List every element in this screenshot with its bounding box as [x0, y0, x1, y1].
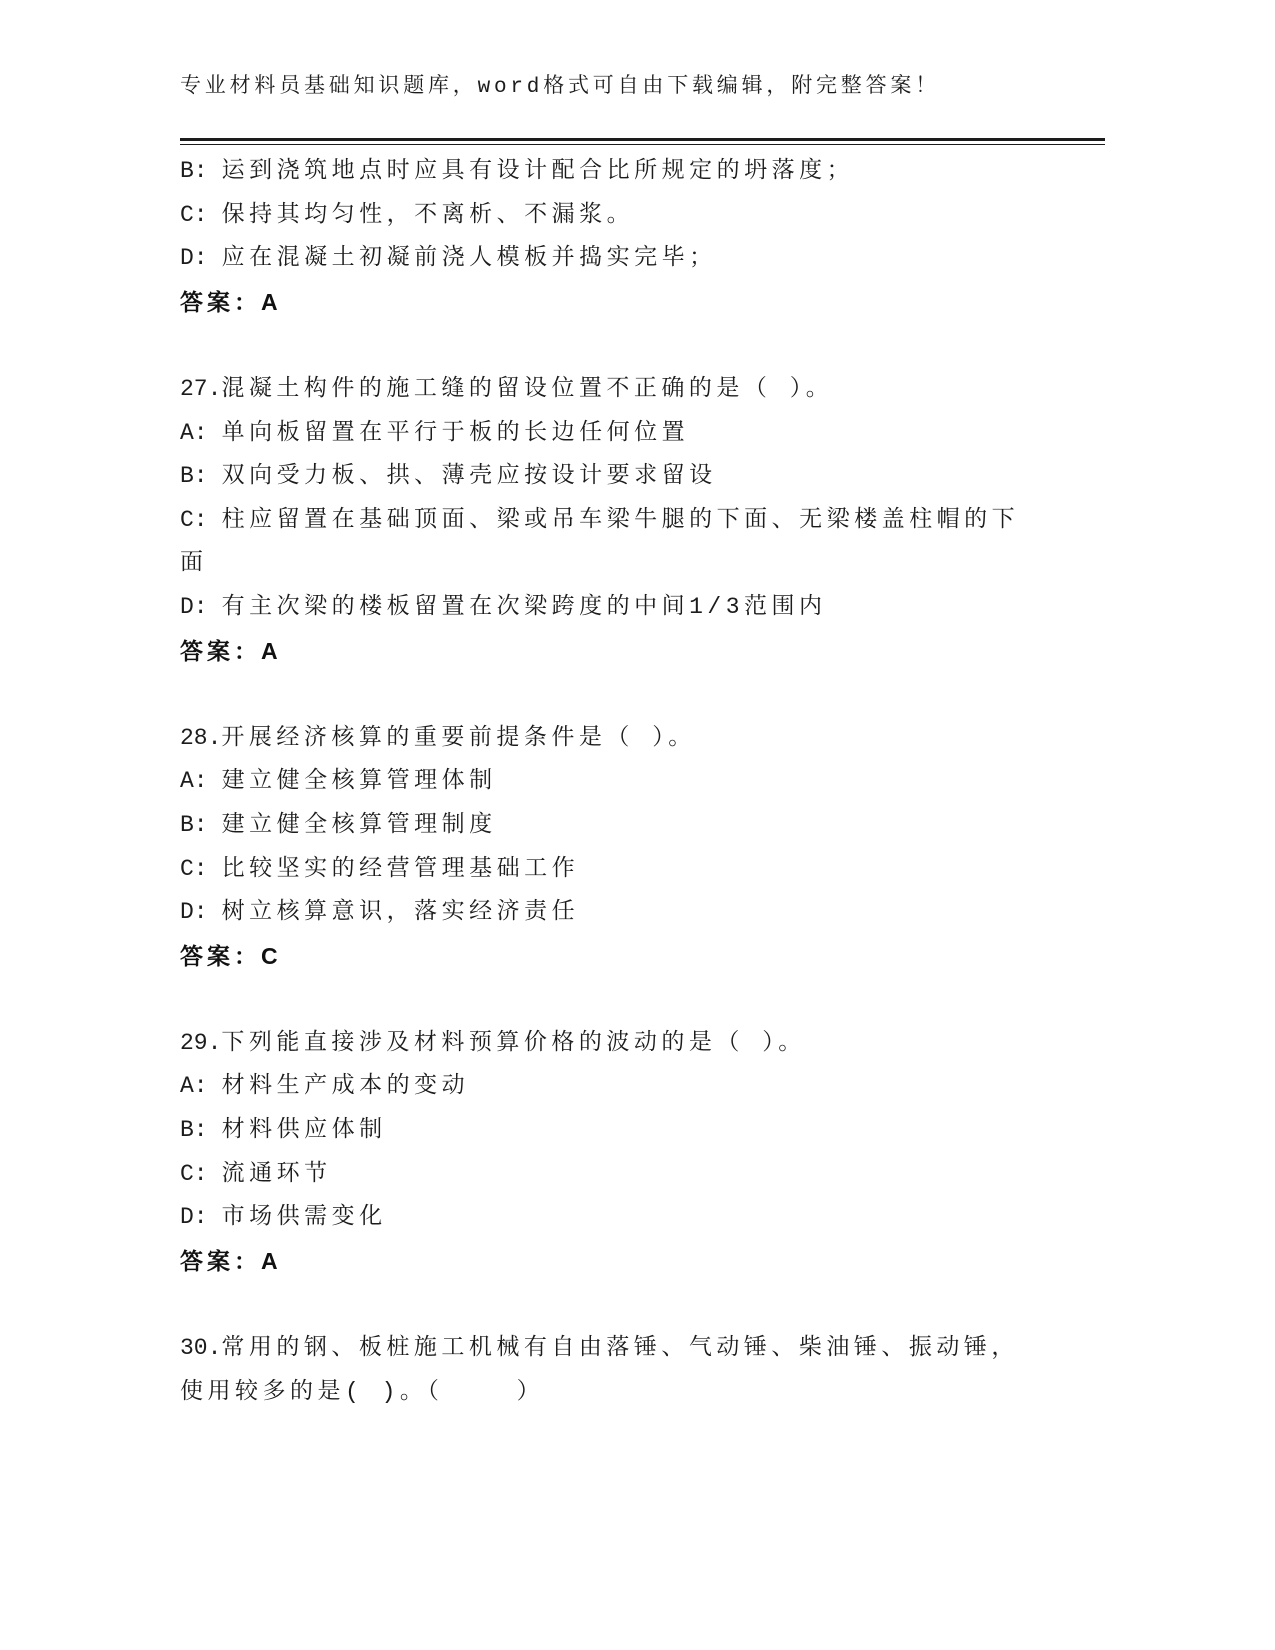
option-label: D: [180, 245, 208, 272]
question-28 [180, 717, 1032, 979]
option-d [180, 1196, 1032, 1240]
option-c [180, 1153, 1032, 1197]
question-29 [180, 1022, 1032, 1284]
question-number: 29. [180, 1029, 222, 1056]
document-header: 专业材料员基础知识题库，word格式可自由下载编辑，附完整答案！ [180, 76, 941, 99]
option-label: B: [180, 1117, 208, 1144]
option-c [180, 848, 1032, 892]
question-text: 混凝土构件的施工缝的留设位置不正确的是（ ）。 [221, 375, 834, 402]
question-26-continued [180, 150, 1032, 324]
option-text: 保持其均匀性，不离析、不漏浆。 [221, 201, 635, 228]
option-label: B: [180, 158, 208, 184]
question-stem [180, 368, 1032, 412]
option-label: A: [180, 419, 208, 446]
option-a [180, 1065, 1032, 1109]
header-double-rule [180, 138, 1105, 145]
question-text: 开展经济核算的重要前提条件是（ ）。 [221, 724, 696, 751]
question-text: 常用的钢、板桩施工机械有自由落锤、气动锤、柴油锤、振动锤，使用较多的是( )。（ ） [180, 1335, 1019, 1405]
option-label: C: [180, 1160, 208, 1187]
option-text: 应在混凝土初凝前浇人模板并捣实完毕； [221, 245, 717, 272]
question-number: 27. [180, 375, 222, 402]
option-label: D: [180, 1204, 208, 1231]
answer: 答案：A [180, 288, 282, 315]
option-text: 流通环节 [221, 1160, 332, 1187]
option-text: 柱应留置在基础顶面、梁或吊车梁牛腿的下面、无梁楼盖柱帽的下面 [180, 506, 1020, 577]
option-c [180, 194, 1032, 238]
option-b [180, 455, 1032, 499]
question-stem [180, 717, 1032, 761]
option-d [180, 586, 1032, 630]
answer: 答案：A [180, 1247, 282, 1274]
option-label: B: [180, 811, 208, 838]
option-label: C: [180, 506, 208, 533]
question-list [180, 150, 1032, 1458]
option-text: 建立健全核算管理体制 [221, 768, 497, 795]
option-label: C: [180, 855, 208, 882]
option-d [180, 237, 1032, 281]
option-label: C: [180, 201, 208, 228]
option-label: D: [180, 593, 208, 620]
option-text: 市场供需变化 [221, 1204, 387, 1231]
option-text: 运到浇筑地点时应具有设计配合比所规定的坍落度； [221, 158, 855, 184]
option-text: 材料供应体制 [221, 1117, 387, 1144]
option-d [180, 891, 1032, 935]
option-label: A: [180, 1073, 208, 1100]
answer: 答案：A [180, 637, 282, 664]
option-text: 材料生产成本的变动 [221, 1073, 470, 1100]
option-b [180, 1109, 1032, 1153]
option-text: 有主次梁的楼板留置在次梁跨度的中间1/3范围内 [221, 593, 827, 620]
option-b [180, 150, 1032, 194]
option-label: B: [180, 463, 208, 490]
question-30 [180, 1327, 1032, 1414]
question-stem [180, 1022, 1032, 1066]
option-a [180, 412, 1032, 456]
option-c [180, 499, 1032, 586]
option-text: 比较坚实的经营管理基础工作 [221, 855, 580, 882]
option-text: 树立核算意识，落实经济责任 [221, 899, 580, 926]
option-label: A: [180, 768, 208, 795]
option-text: 双向受力板、拱、薄壳应按设计要求留设 [221, 463, 717, 490]
question-27 [180, 368, 1032, 673]
option-b [180, 804, 1032, 848]
answer: 答案：C [180, 942, 282, 969]
option-a [180, 760, 1032, 804]
option-label: D: [180, 899, 208, 926]
option-text: 单向板留置在平行于板的长边任何位置 [221, 419, 690, 446]
question-stem [180, 1327, 1032, 1414]
question-text: 下列能直接涉及材料预算价格的波动的是（ ）。 [221, 1029, 806, 1056]
option-text: 建立健全核算管理制度 [221, 811, 497, 838]
question-number: 28. [180, 724, 222, 751]
question-number: 30. [180, 1335, 222, 1362]
